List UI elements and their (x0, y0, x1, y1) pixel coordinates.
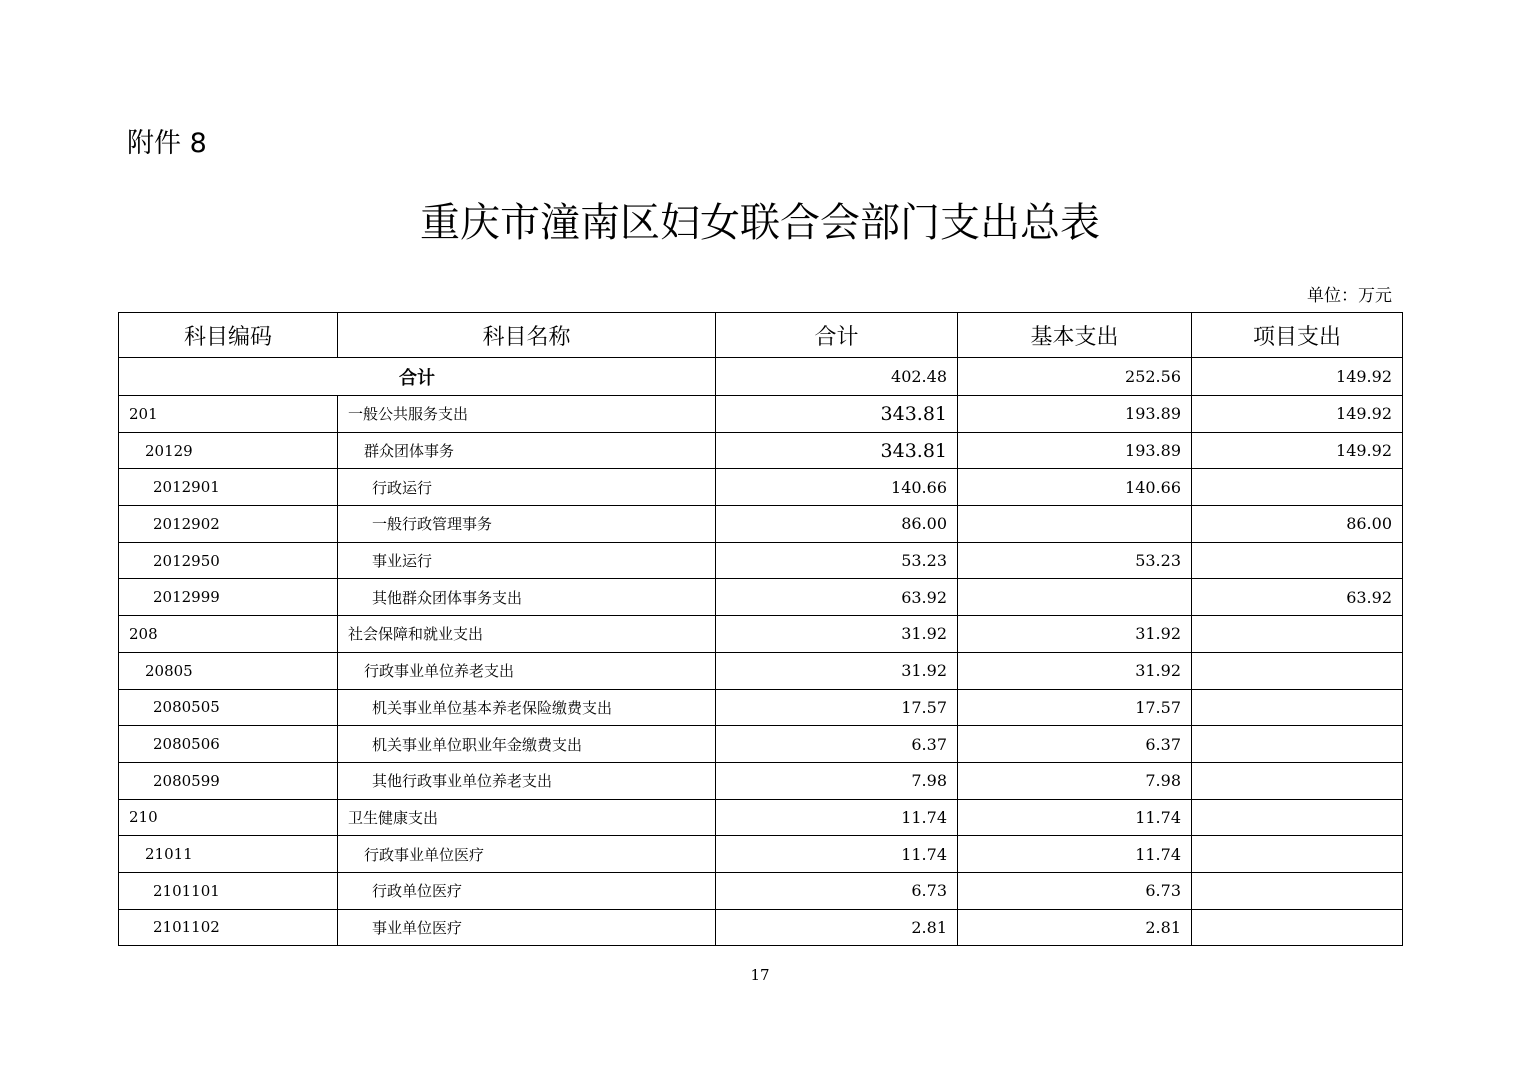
table-row (119, 689, 1403, 726)
unit-label: 单位：万元 (1307, 286, 1392, 306)
basic-value: 11.74 (958, 836, 1192, 873)
project-value (1192, 872, 1403, 909)
total-label: 合计 (119, 358, 716, 396)
header-basic: 基本支出 (958, 313, 1192, 358)
basic-value (958, 506, 1192, 543)
total-value: 2.81 (716, 909, 958, 946)
table-row (119, 652, 1403, 689)
document-title: 重庆市潼南区妇女联合会部门支出总表 (420, 200, 1100, 246)
subject-code: 20129 (119, 432, 338, 469)
total-row (119, 358, 1403, 396)
total-value: 7.98 (716, 762, 958, 799)
table-row (119, 396, 1403, 433)
subject-name: 行政运行 (338, 469, 716, 506)
subject-code: 21011 (119, 836, 338, 873)
subject-code: 2080599 (119, 762, 338, 799)
subject-name: 卫生健康支出 (338, 799, 716, 836)
total-value: 343.81 (716, 396, 958, 433)
table-row (119, 872, 1403, 909)
basic-value: 6.73 (958, 872, 1192, 909)
table-row (119, 506, 1403, 543)
project-value (1192, 799, 1403, 836)
basic-value: 31.92 (958, 616, 1192, 653)
subject-name: 一般行政管理事务 (338, 506, 716, 543)
table-row (119, 762, 1403, 799)
basic-value: 193.89 (958, 396, 1192, 433)
expenditure-table (118, 312, 1403, 946)
header-total: 合计 (716, 313, 958, 358)
basic-value: 53.23 (958, 542, 1192, 579)
subject-name: 一般公共服务支出 (338, 396, 716, 433)
basic-value: 2.81 (958, 909, 1192, 946)
subject-name: 其他行政事业单位养老支出 (338, 762, 716, 799)
basic-value: 6.37 (958, 726, 1192, 763)
total-value: 6.73 (716, 872, 958, 909)
project-value: 86.00 (1192, 506, 1403, 543)
project-value (1192, 652, 1403, 689)
basic-value: 193.89 (958, 432, 1192, 469)
table-row (119, 616, 1403, 653)
table-row (119, 909, 1403, 946)
page-number: 17 (750, 966, 770, 984)
subject-name: 事业运行 (338, 542, 716, 579)
subject-name: 机关事业单位基本养老保险缴费支出 (338, 689, 716, 726)
subject-name: 其他群众团体事务支出 (338, 579, 716, 616)
subject-name: 行政事业单位医疗 (338, 836, 716, 873)
header-project: 项目支出 (1192, 313, 1403, 358)
total-value: 343.81 (716, 432, 958, 469)
total-value: 31.92 (716, 616, 958, 653)
total-value: 53.23 (716, 542, 958, 579)
table-row (119, 836, 1403, 873)
subject-name: 事业单位医疗 (338, 909, 716, 946)
total-sum: 402.48 (716, 358, 958, 396)
table-row (119, 726, 1403, 763)
subject-code: 201 (119, 396, 338, 433)
basic-value: 31.92 (958, 652, 1192, 689)
total-value: 63.92 (716, 579, 958, 616)
project-value: 149.92 (1192, 432, 1403, 469)
project-value (1192, 469, 1403, 506)
table-row (119, 799, 1403, 836)
subject-code: 20805 (119, 652, 338, 689)
project-value (1192, 616, 1403, 653)
total-value: 11.74 (716, 799, 958, 836)
basic-value: 7.98 (958, 762, 1192, 799)
basic-value: 140.66 (958, 469, 1192, 506)
subject-code: 2101101 (119, 872, 338, 909)
subject-name: 行政事业单位养老支出 (338, 652, 716, 689)
total-project: 149.92 (1192, 358, 1403, 396)
project-value (1192, 762, 1403, 799)
subject-code: 2012902 (119, 506, 338, 543)
project-value (1192, 836, 1403, 873)
subject-code: 2080505 (119, 689, 338, 726)
subject-code: 208 (119, 616, 338, 653)
subject-code: 2012901 (119, 469, 338, 506)
total-value: 6.37 (716, 726, 958, 763)
table-row (119, 542, 1403, 579)
basic-value: 11.74 (958, 799, 1192, 836)
total-value: 17.57 (716, 689, 958, 726)
total-basic: 252.56 (958, 358, 1192, 396)
project-value: 149.92 (1192, 396, 1403, 433)
project-value (1192, 542, 1403, 579)
subject-code: 2101102 (119, 909, 338, 946)
table-header-row (119, 313, 1403, 358)
subject-name: 群众团体事务 (338, 432, 716, 469)
total-value: 11.74 (716, 836, 958, 873)
total-value: 140.66 (716, 469, 958, 506)
subject-code: 210 (119, 799, 338, 836)
subject-name: 机关事业单位职业年金缴费支出 (338, 726, 716, 763)
subject-name: 社会保障和就业支出 (338, 616, 716, 653)
table-row (119, 579, 1403, 616)
header-name: 科目名称 (338, 313, 716, 358)
attachment-label: 附件 8 (127, 128, 207, 159)
header-code: 科目编码 (119, 313, 338, 358)
basic-value (958, 579, 1192, 616)
subject-code: 2012950 (119, 542, 338, 579)
subject-code: 2080506 (119, 726, 338, 763)
project-value (1192, 689, 1403, 726)
basic-value: 17.57 (958, 689, 1192, 726)
total-value: 31.92 (716, 652, 958, 689)
table-row (119, 432, 1403, 469)
subject-code: 2012999 (119, 579, 338, 616)
project-value (1192, 726, 1403, 763)
subject-name: 行政单位医疗 (338, 872, 716, 909)
table-row (119, 469, 1403, 506)
project-value (1192, 909, 1403, 946)
total-value: 86.00 (716, 506, 958, 543)
project-value: 63.92 (1192, 579, 1403, 616)
